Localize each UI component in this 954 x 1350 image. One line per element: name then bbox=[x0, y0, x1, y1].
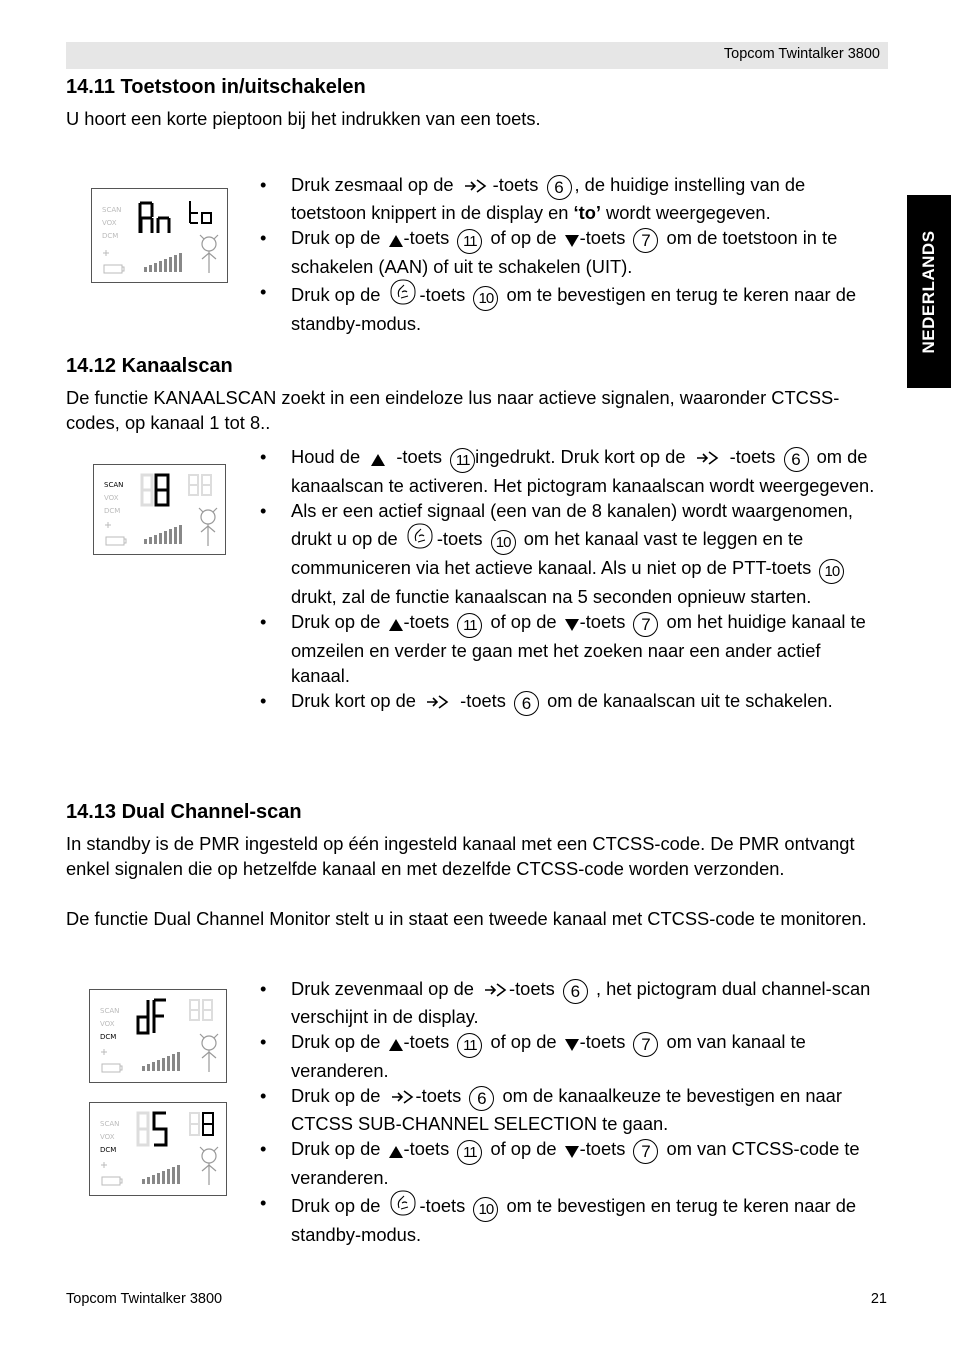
section-heading-14-11: 14.11 Toetstoon in/uitschakelen bbox=[66, 76, 366, 98]
section-intro-14-13-b: De functie Dual Channel Monitor stelt u in staat een tweede kanaal met CTCSS-code te monitoren. bbox=[66, 908, 867, 929]
text: -toets bbox=[396, 446, 443, 467]
text: , het pictogram dual channel-scan verschijnt in de display. bbox=[291, 978, 871, 1027]
lcd-scan-label: SCAN bbox=[100, 1120, 120, 1128]
bullet-list-14-11 bbox=[257, 172, 882, 336]
text: drukt, zal de functie kanaalscan na 5 seconden opnieuw starten. bbox=[291, 586, 812, 607]
page-number: 21 bbox=[870, 1291, 887, 1307]
key-number-10: 10 bbox=[819, 559, 844, 584]
list-item bbox=[257, 498, 882, 609]
ptt-hand-icon bbox=[407, 523, 433, 549]
text: -toets bbox=[403, 1031, 450, 1052]
text: om het kanaal vast te leggen en te communiceren via het actieve kanaal. Als u niet op de PTT-toets bbox=[291, 528, 812, 578]
list-item bbox=[257, 609, 882, 688]
text: om te bevestigen en terug te keren naar de standby-modus. bbox=[291, 1195, 857, 1245]
key-number-6: 6 bbox=[784, 447, 809, 472]
key-number-11: 11 bbox=[457, 613, 482, 638]
key-number-6: 6 bbox=[547, 175, 572, 200]
text: om de toetstoon in te schakelen (AAN) of uit te schakelen (UIT). bbox=[291, 227, 838, 277]
list-item bbox=[257, 1029, 882, 1083]
text: Druk op de bbox=[291, 1195, 381, 1216]
lcd-vox-label: VOX bbox=[102, 219, 117, 227]
text: Druk zevenmaal op de bbox=[291, 978, 474, 999]
text: -toets bbox=[403, 227, 450, 248]
list-item bbox=[257, 444, 882, 498]
key-number-11: 11 bbox=[450, 448, 475, 473]
lcd-dcm-label: DCM bbox=[104, 507, 121, 515]
text: -toets bbox=[403, 611, 450, 632]
lcd-graphic bbox=[90, 990, 226, 1082]
lcd-display-keytone bbox=[91, 188, 228, 283]
header-title: Topcom Twintalker 3800 bbox=[723, 46, 880, 62]
text: -toets bbox=[579, 611, 626, 632]
key-number-11: 11 bbox=[457, 1140, 482, 1165]
text: Houd de bbox=[291, 446, 361, 467]
menu-arrow-icon bbox=[390, 1088, 416, 1106]
up-triangle-icon bbox=[388, 234, 404, 248]
up-triangle-icon bbox=[388, 618, 404, 632]
lcd-scan-label: SCAN bbox=[104, 481, 124, 489]
menu-arrow-icon bbox=[463, 177, 489, 195]
section-heading-14-12: 14.12 Kanaalscan bbox=[66, 355, 233, 377]
text: Druk op de bbox=[291, 611, 381, 632]
list-item bbox=[257, 976, 882, 1029]
lcd-vox-label: VOX bbox=[100, 1133, 115, 1141]
lcd-graphic bbox=[92, 189, 227, 282]
text: om te bevestigen en terug te keren naar de standby-modus. bbox=[291, 284, 857, 334]
key-number-7: 7 bbox=[633, 228, 658, 253]
lcd-dcm-label: DCM bbox=[102, 232, 119, 240]
down-triangle-icon bbox=[564, 1145, 580, 1159]
text: om het huidige kanaal te omzeilen en verder te gaan met het zoeken naar een ander actief kanaal. bbox=[291, 611, 866, 686]
up-triangle-icon bbox=[388, 1145, 404, 1159]
list-item bbox=[257, 279, 882, 336]
text: Druk op de bbox=[291, 1085, 381, 1106]
key-number-11: 11 bbox=[457, 229, 482, 254]
menu-arrow-icon bbox=[695, 449, 721, 467]
list-item bbox=[257, 1136, 882, 1190]
text: -toets bbox=[729, 446, 776, 467]
key-number-6: 6 bbox=[514, 691, 539, 716]
text: om van CTCSS-code te veranderen. bbox=[291, 1138, 860, 1188]
text: om de kanaalscan uit te schakelen. bbox=[547, 690, 833, 711]
down-triangle-icon bbox=[564, 618, 580, 632]
language-tab bbox=[907, 195, 951, 388]
text: Druk op de bbox=[291, 284, 381, 305]
text: ingedrukt. Druk kort op de bbox=[475, 446, 686, 467]
text: -toets bbox=[419, 284, 466, 305]
text: -toets bbox=[492, 174, 539, 195]
lcd-vox-label: VOX bbox=[100, 1020, 115, 1028]
footer-title: Topcom Twintalker 3800 bbox=[66, 1291, 223, 1307]
key-number-6: 6 bbox=[563, 979, 588, 1004]
list-item bbox=[257, 1190, 882, 1247]
list-item bbox=[257, 172, 882, 225]
text: -toets bbox=[419, 1195, 466, 1216]
key-number-10: 10 bbox=[491, 530, 516, 555]
lcd-scan-label: SCAN bbox=[100, 1007, 120, 1015]
key-number-7: 7 bbox=[633, 1032, 658, 1057]
text: -toets bbox=[509, 978, 555, 999]
text-bold: ‘to’ bbox=[573, 202, 601, 223]
text: of op de bbox=[490, 1031, 557, 1052]
text: om van kanaal te veranderen. bbox=[291, 1031, 806, 1081]
lcd-dcm-label: DCM bbox=[100, 1146, 117, 1154]
ptt-hand-icon bbox=[390, 279, 416, 305]
lcd-display-dual-ctcss bbox=[89, 1102, 227, 1196]
lcd-graphic bbox=[94, 465, 225, 554]
text: om de kanaalscan te activeren. Het pictogram kanaalscan wordt weergegeven. bbox=[291, 446, 875, 496]
section-intro-14-12: De functie KANAALSCAN zoekt in een eindeloze lus naar actieve signalen, waaronder CTCSS-codes, op kanaal 1 tot 8.. bbox=[66, 387, 840, 433]
section-intro-14-13: In standby is de PMR ingesteld op één ingesteld kanaal met een CTCSS-code. De PMR ontvangt enkel signalen die op hetzelfde kanaal en met dezelfde CTCSS-code worden verzonden. bbox=[66, 833, 855, 879]
text: -toets bbox=[415, 1085, 462, 1106]
text: -toets bbox=[436, 528, 483, 549]
ptt-hand-icon bbox=[390, 1190, 416, 1216]
lcd-scan-label: SCAN bbox=[102, 206, 122, 214]
lcd-vox-label: VOX bbox=[104, 494, 119, 502]
list-item bbox=[257, 1083, 882, 1136]
text: -toets bbox=[579, 1138, 626, 1159]
text: -toets bbox=[579, 1031, 626, 1052]
text: -toets bbox=[460, 690, 506, 711]
text: -toets bbox=[403, 1138, 450, 1159]
text: Druk zesmaal op de bbox=[291, 174, 454, 195]
key-number-10: 10 bbox=[473, 286, 498, 311]
text: of op de bbox=[490, 227, 557, 248]
text: om de kanaalkeuze te bevestigen en naar CTCSS SUB-CHANNEL SELECTION te gaan. bbox=[291, 1085, 842, 1134]
text: wordt weergegeven. bbox=[600, 202, 771, 223]
bullet-list-14-12 bbox=[257, 444, 882, 716]
key-number-10: 10 bbox=[473, 1197, 498, 1222]
text: Druk op de bbox=[291, 1138, 381, 1159]
list-item bbox=[257, 225, 882, 279]
lcd-display-channel-scan bbox=[93, 464, 226, 555]
up-triangle-icon bbox=[388, 1038, 404, 1052]
lcd-graphic bbox=[90, 1103, 226, 1195]
text: , de huidige instelling van de toetstoon knippert in de display en bbox=[291, 174, 806, 223]
text: of op de bbox=[490, 1138, 557, 1159]
section-intro-14-11: U hoort een korte pieptoon bij het indrukken van een toets. bbox=[66, 108, 541, 129]
section-heading-14-13: 14.13 Dual Channel-scan bbox=[66, 801, 302, 823]
down-triangle-icon bbox=[564, 234, 580, 248]
key-number-7: 7 bbox=[633, 612, 658, 637]
text: -toets bbox=[579, 227, 626, 248]
key-number-11: 11 bbox=[457, 1033, 482, 1058]
up-triangle-icon bbox=[369, 453, 387, 467]
lcd-dcm-label: DCM bbox=[100, 1033, 117, 1041]
bullet-list-14-13 bbox=[257, 976, 882, 1247]
page-header-bar bbox=[66, 42, 888, 69]
language-tab-label: NEDERLANDS bbox=[919, 229, 938, 354]
text: Druk op de bbox=[291, 1031, 381, 1052]
menu-arrow-icon bbox=[483, 981, 509, 999]
list-item bbox=[257, 688, 882, 716]
text: of op de bbox=[490, 611, 557, 632]
text: Druk kort op de bbox=[291, 690, 416, 711]
key-number-7: 7 bbox=[633, 1139, 658, 1164]
text: Druk op de bbox=[291, 227, 381, 248]
text: Als er een actief signaal (een van de 8 kanalen) wordt waargenomen, drukt u op de bbox=[291, 500, 853, 549]
lcd-display-dual-channel bbox=[89, 989, 227, 1083]
key-number-6: 6 bbox=[469, 1086, 494, 1111]
down-triangle-icon bbox=[564, 1038, 580, 1052]
menu-arrow-icon bbox=[425, 693, 451, 711]
